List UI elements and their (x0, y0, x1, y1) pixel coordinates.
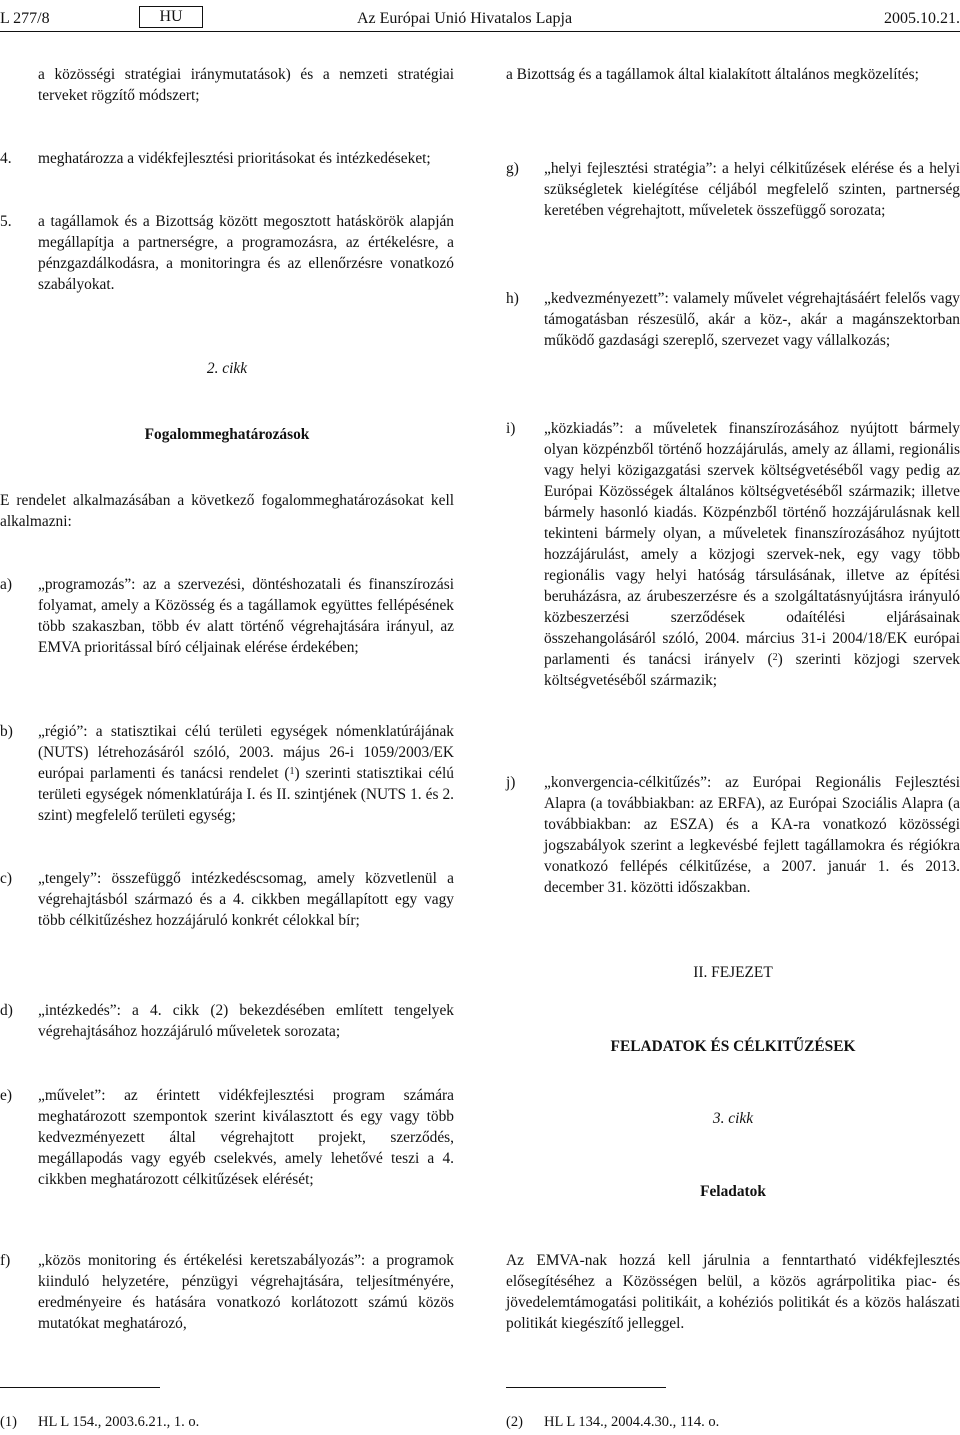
footnote-ref-1[interactable]: 1 (289, 766, 295, 777)
def-h-label: h) (506, 290, 519, 307)
language-badge: HU (139, 6, 203, 28)
article-2-title: Fogalommeghatározások (144, 426, 310, 443)
footnote-rule-left (0, 1387, 160, 1388)
item-4-text: meghatározza a vidékfejlesztési prioritásokat és intézkedéseket; (38, 150, 431, 167)
item-5-number: 5. (0, 213, 12, 230)
publication-date: 2005.10.21. (884, 10, 960, 27)
def-g-text: „helyi fejlesztési stratégia”: a helyi célkitűzések elérése és a helyi szükségletek kielégítése céljából megfelelő szinten, partnerség keretében végrehajtott, műveletek összefüggő sorozata; (544, 160, 960, 219)
def-b-label: b) (0, 723, 13, 740)
footnote-2-label: (2) (506, 1414, 523, 1430)
def-c-text: „tengely”: összefüggő intézkedéscsomag, amely közvetlenül a végrehajtásból származó és a 4. cikkben megállapított egy vagy több célkitűzéshez hozzájáruló konkrét célokkal bír; (38, 870, 454, 929)
article-3-text: Az EMVA-nak hozzá kell járulnia a fenntartható vidékfejlesztés elősegítéséhez a Közösségen belül, a közös agrárpolitika piac- és jövedelemtámogatási politikáit, a kohéziós politikát és a közös halászati politikát kiegészítő jelleggel. (506, 1252, 960, 1332)
item-5-text: a tagállamok és a Bizottság között megosztott hatáskörök alapján megállapítja a partnerségre, a programozásra, az értékelésre, a pénzgazdálkodásra, a monitoringra és az ellenőrzésre vonatkozó szabályokat. (38, 213, 454, 293)
def-d-label: d) (0, 1002, 13, 1019)
def-g-label: g) (506, 160, 519, 177)
def-i-label: i) (506, 420, 516, 437)
article-3-title: Feladatok (700, 1183, 766, 1200)
def-j-text: „konvergencia-célkitűzés”: az Európai Regionális Fejlesztési Alapra (a továbbiakban: az ERFA), az Európai Szociális Alapra (a továbbiakban: az ESZA) és a KA-ra vonatkozó közösségi jogszabályok szerint a legkevésbé fejlett tagállamokra és régiókra vonatkozó fellépés célkitűzése, a 2007. január 1. és 2013. december 31. közötti időszakban. (544, 774, 960, 896)
def-e-label: e) (0, 1087, 12, 1104)
footnote-1-text: HL L 154., 2003.6.21., 1. o. (38, 1414, 200, 1430)
def-f-text: „közös monitoring és értékelési keretszabályozás”: a programok kiinduló helyzetére, pénzügyi végrehajtására, teljesítményére, eredményeire és hatására vonatkozó korlátozott számú közös mutatókat meghatározó, (38, 1252, 454, 1332)
item-4-number: 4. (0, 150, 12, 167)
def-i-text: „közkiadás”: a műveletek finanszírozásához nyújtott bármely olyan közpénzből történő hozzájárulás, amely az állami, regionális vagy helyi közigazgatási szervek költségvetéséből vagy pedig az Európai Közösségek általános költségvetéséből származik; illetve bármely hasonló kiadás. Közpénzből történő hozzájárulásnak kell tekinteni bármely olyan, a műveletek finanszírozásához nyújtott hozzájárulást, amely a közjogi szervek-nek, egy vagy több regionális vagy helyi hatóság társulásának, illetve az építési beruházásra, az árubeszerzésre és a szolgáltatásnyújtásra irányuló közbeszerzési szerződések odaítélési eljárásainak összehangolásáról szóló, 2004. március 31-i 2004/18/EK európai parlamenti és tanácsi irányelv ($^2$) szerinti közjogi szervek költségvetéséből származik; (544, 420, 960, 689)
def-a-text: „programozás”: az a szervezési, döntéshozatali és finanszírozási folyamat, amely a Közösség és a tagállamok együttes fellépésének több szakaszban, több év alatt történő végrehajtására irányul, az EMVA prioritással bíró céljainak elérése érdekében; (38, 576, 454, 656)
page-number: L 277/8 (0, 10, 50, 27)
journal-title: Az Európai Unió Hivatalos Lapja (357, 10, 573, 27)
right-continuation: a Bizottság és a tagállamok által kialakított általános megközelítés; (506, 66, 919, 83)
article-2-intro: E rendelet alkalmazásában a következő fogalommeghatározásokat kell alkalmazni: (0, 492, 454, 530)
def-e-text: „művelet”: az érintett vidékfejlesztési program számára meghatározott szempontok szerint kiválasztott és egy vagy több kedvezményezett által végrehajtott projekt, szerződés, megállapodás vagy egyéb cselekvés, amely lehetővé teszi a 4. cikkben meghatározott célkitűzések elérését; (38, 1087, 454, 1188)
def-d-text: „intézkedés”: a 4. cikk (2) bekezdésében említett tengelyek végrehajtásához hozzájáruló műveletek sorozata; (38, 1002, 454, 1040)
page-header (0, 4, 960, 30)
article-2-heading: 2. cikk (206, 360, 248, 377)
def-b-text: „régió”: a statisztikai célú területi egységek nómenklatúrájának (NUTS) létrehozásáról szóló, 2003. május 26-i 1059/2003/EK európai parlamenti és tanácsi rendelet ($^1$) szerinti statisztikai célú területi egységek nómenklatúrája I. és II. szintjének (NUTS 1. és 2. szint) megfelelő területi egység; (38, 723, 454, 824)
chapter-title: FELADATOK ÉS CÉLKITŰZÉSEK (610, 1038, 856, 1055)
chapter-heading: II. FEJEZET (693, 964, 773, 981)
def-a-label: a) (0, 576, 12, 593)
def-j-label: j) (506, 774, 516, 791)
def-f-label: f) (0, 1252, 11, 1269)
footnote-2-text: HL L 134., 2004.4.30., 114. o. (544, 1414, 720, 1430)
footnote-ref-2[interactable]: 2 (772, 652, 778, 663)
footnote-rule-right (506, 1387, 666, 1388)
def-h-text: „kedvezményezett”: valamely művelet végrehajtásáért felelős vagy támogatásban részesülő, akár a köz-, akár a magánszektorban működő gazdasági szereplő, szervezet vagy vállalkozás; (544, 290, 960, 349)
header-rule (0, 31, 960, 32)
left-continuation: a közösségi stratégiai iránymutatások) és a nemzeti stratégiai terveket rögzítő módszert; (38, 66, 454, 104)
article-3-heading: 3. cikk (712, 1110, 754, 1127)
footnote-1-label: (1) (0, 1414, 17, 1430)
def-c-label: c) (0, 870, 12, 887)
